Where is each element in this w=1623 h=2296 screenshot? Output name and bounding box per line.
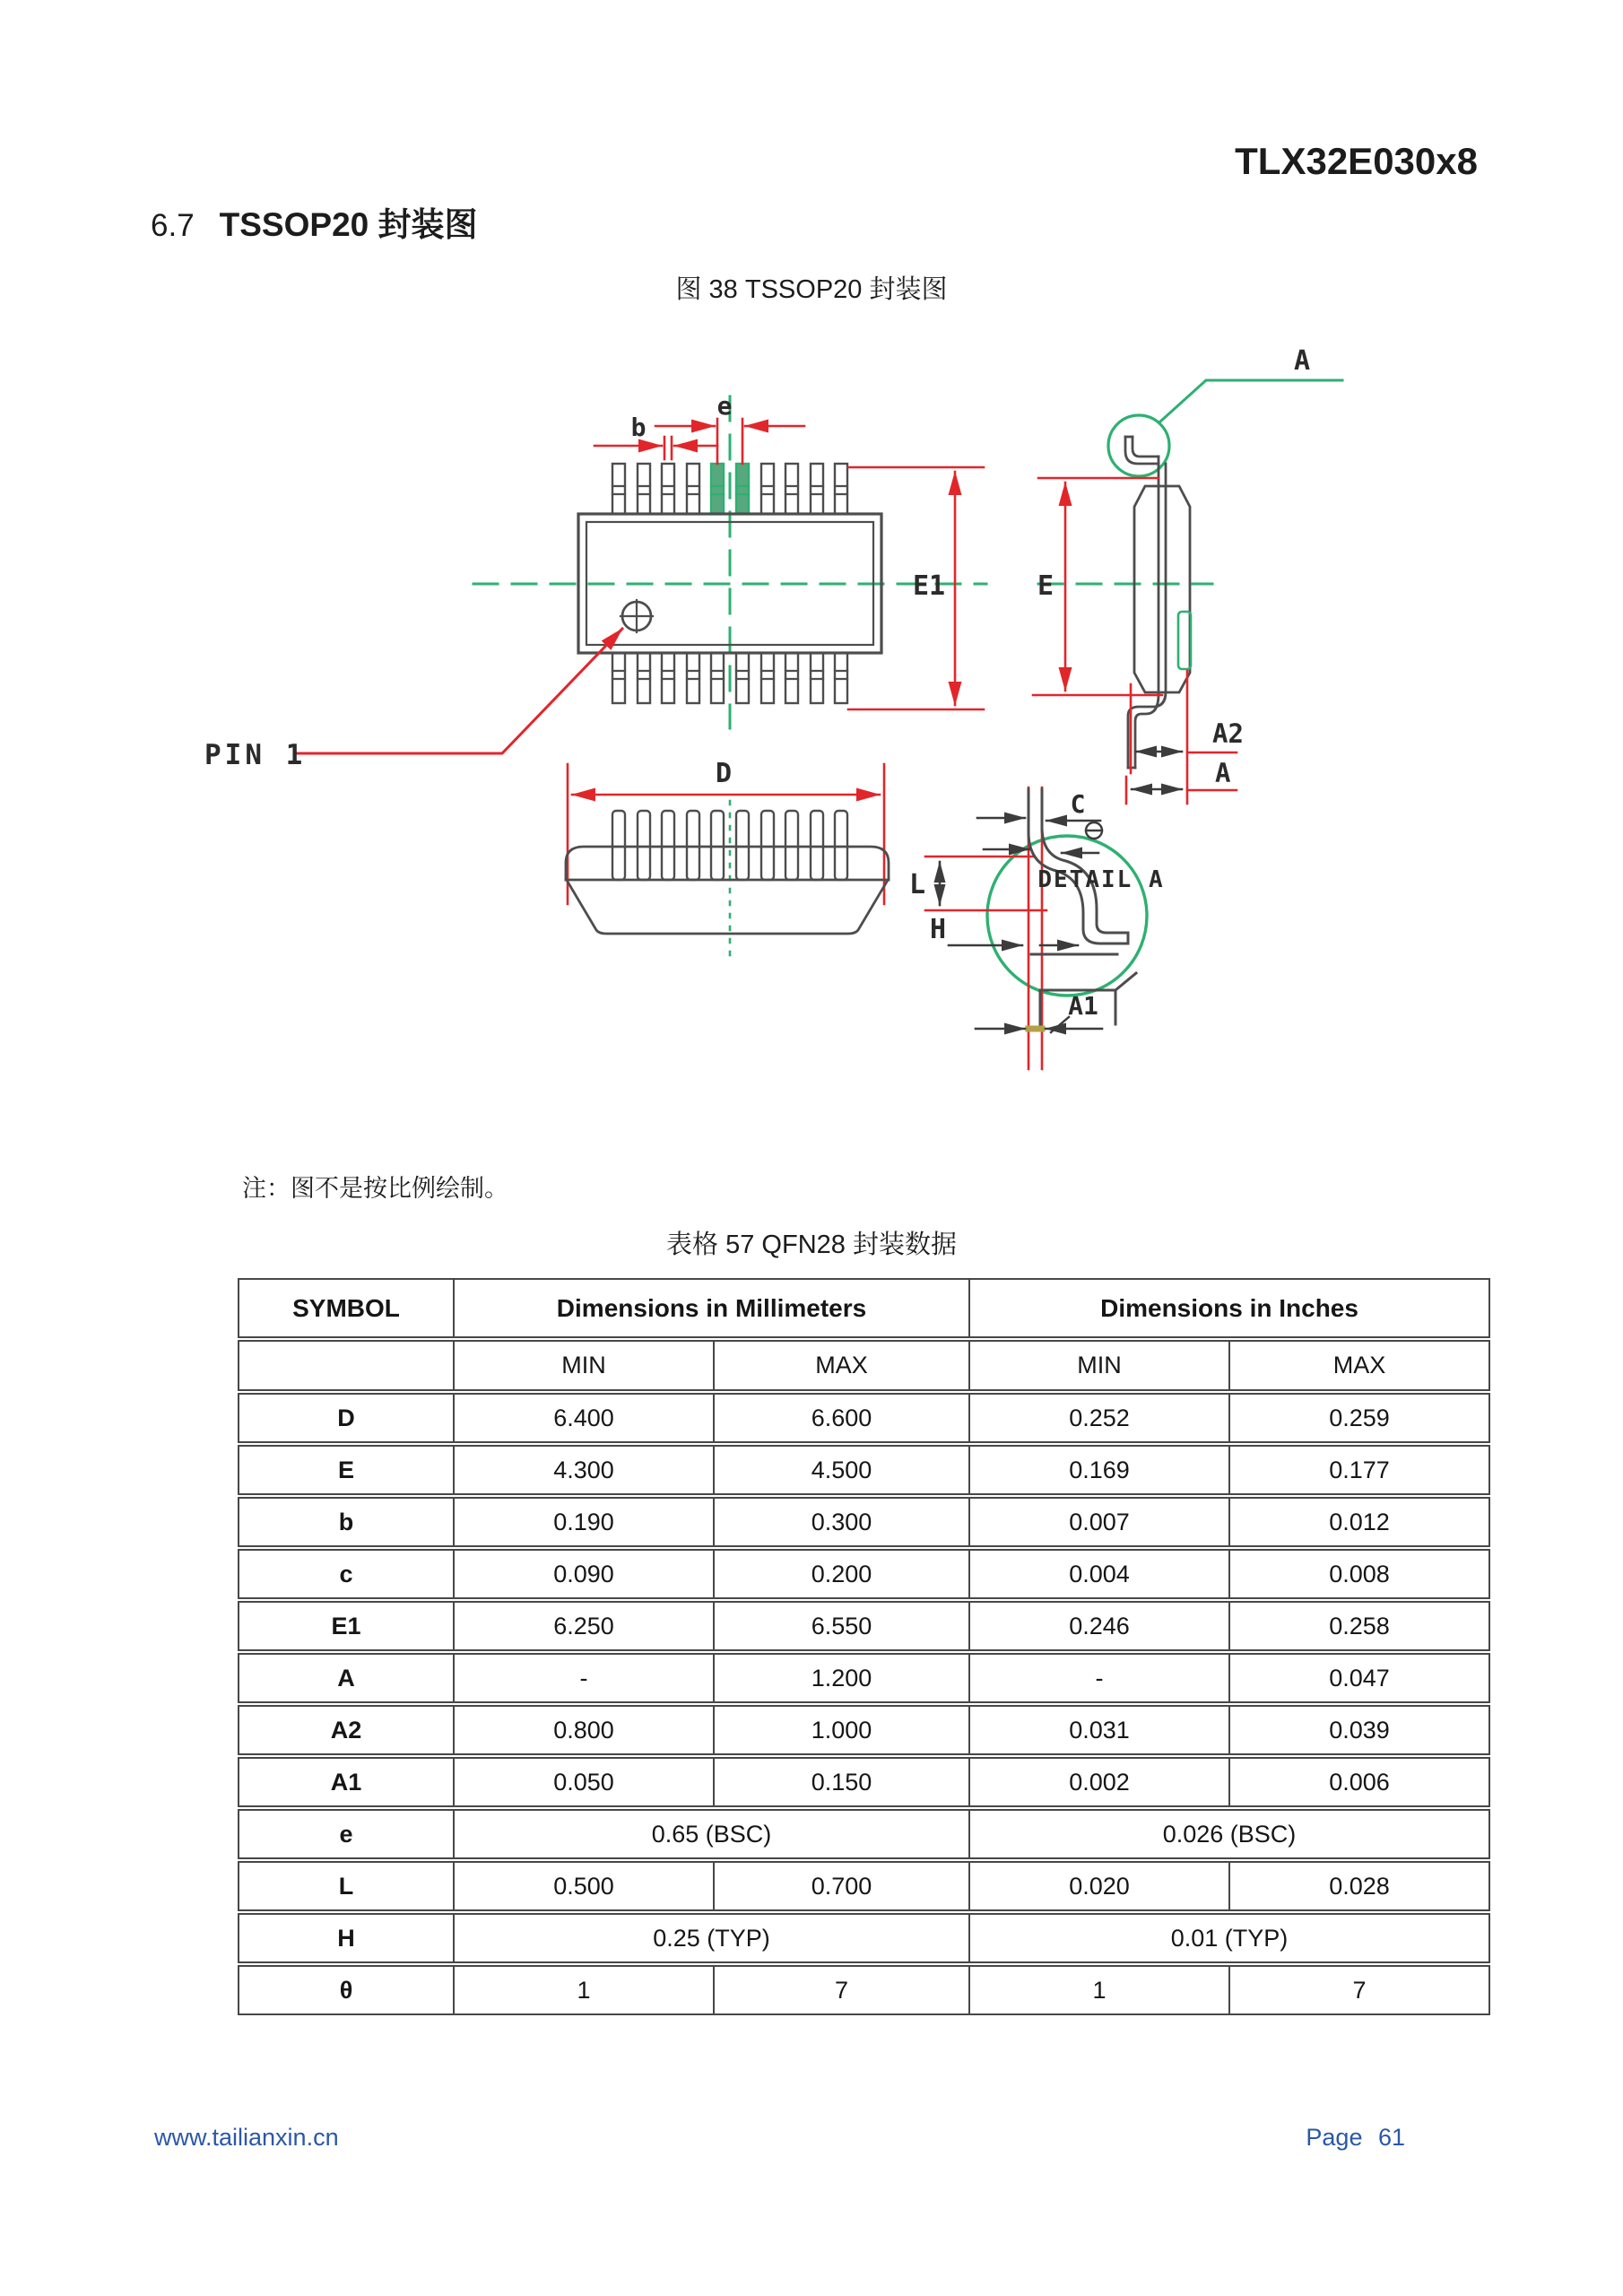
table-cell: e: [239, 1808, 454, 1860]
front-lead-stub: [835, 811, 847, 880]
footer-page-number: Page 61: [1306, 2124, 1405, 2151]
pin-lead: [811, 464, 823, 514]
table-row: [239, 1444, 1489, 1496]
table-cell: 0.150: [714, 1756, 969, 1808]
col-subheader-mm-min: MIN: [454, 1339, 714, 1392]
dim-a: [1126, 758, 1237, 804]
table-cell: -: [454, 1652, 714, 1704]
dim-c: [977, 789, 1102, 839]
table-cell: c: [239, 1548, 454, 1600]
table-row: [239, 1392, 1489, 1444]
table-cell: A: [239, 1652, 454, 1704]
section-title: TSSOP20 封装图: [219, 206, 478, 243]
dimensions-table-wrap: [238, 1278, 1490, 2015]
figure-caption: 图 38 TSSOP20 封装图: [675, 275, 948, 304]
table-cell: A1: [239, 1756, 454, 1808]
pin-lead: [711, 464, 724, 514]
table-cell: 0.500: [454, 1860, 714, 1912]
table-cell: A2: [239, 1704, 454, 1756]
front-lead-stub: [761, 811, 774, 880]
table-cell: E1: [239, 1600, 454, 1652]
table-cell: 0.008: [1229, 1548, 1489, 1600]
dim-E-label: E: [1037, 570, 1055, 602]
detail-callout-label: A: [1293, 345, 1311, 377]
front-lead-stub: [811, 811, 823, 880]
table-cell: 0.050: [454, 1756, 714, 1808]
pin-lead: [835, 464, 847, 514]
table-row: [239, 1496, 1489, 1548]
pin-lead: [761, 464, 774, 514]
table-cell: H: [239, 1912, 454, 1964]
front-lead-stub: [687, 811, 699, 880]
package-drawing: [0, 0, 1623, 1130]
pin1-label: PIN 1: [204, 739, 307, 771]
table-cell: 0.700: [714, 1860, 969, 1912]
col-header-mm: Dimensions in Millimeters: [454, 1279, 969, 1339]
doc-title: TLX32E030x8: [1235, 140, 1478, 182]
front-lead-stub: [711, 811, 724, 880]
footer-website: www.tailianxin.cn: [154, 2124, 339, 2151]
table-row: [239, 1652, 1489, 1704]
table-cell: 4.500: [714, 1444, 969, 1496]
dim-d-label: D: [715, 758, 733, 789]
top-view: [204, 391, 986, 771]
front-lead-stub: [785, 811, 798, 880]
table-row: [239, 1912, 1489, 1964]
table-cell: 0.026 (BSC): [969, 1808, 1489, 1860]
table-cell: 0.200: [714, 1548, 969, 1600]
table-row: [239, 1704, 1489, 1756]
table-cell: 0.012: [1229, 1496, 1489, 1548]
table-cell: 0.252: [969, 1392, 1229, 1444]
dimensions-table: [238, 1278, 1490, 2015]
front-lead-stub: [662, 811, 674, 880]
table-cell: 1.000: [714, 1704, 969, 1756]
table-cell: 7: [714, 1964, 969, 2014]
table-row: [239, 1600, 1489, 1652]
table-cell: 6.550: [714, 1600, 969, 1652]
theta-datum-symbol: [1086, 822, 1102, 839]
table-cell: 0.300: [714, 1496, 969, 1548]
table-cell: 0.039: [1229, 1704, 1489, 1756]
table-cell: 0.007: [969, 1496, 1229, 1548]
dim-e1-label: E1: [912, 570, 946, 602]
detail-callout-circle: [1108, 415, 1169, 476]
table-cell: 0.177: [1229, 1444, 1489, 1496]
lead-vertical: [1159, 457, 1166, 695]
table-cell: L: [239, 1860, 454, 1912]
table-cell: 7: [1229, 1964, 1489, 2014]
section-number: 6.7: [151, 208, 195, 243]
dim-b: [595, 437, 717, 459]
detail-a-circle: [987, 836, 1147, 996]
table-cell: 0.01 (TYP): [969, 1912, 1489, 1964]
dim-h-label: H: [929, 914, 947, 945]
table-subheader-row: [239, 1339, 1489, 1392]
table-row: [239, 1808, 1489, 1860]
table-cell: 0.004: [969, 1548, 1229, 1600]
table-row: [239, 1756, 1489, 1808]
front-lead-stub: [612, 811, 625, 880]
table-cell: 1: [454, 1964, 714, 2014]
table-cell: 6.600: [714, 1392, 969, 1444]
dim-l: [909, 862, 940, 905]
detail-lead-curve: [1028, 789, 1136, 1024]
table-cell: 0.246: [969, 1600, 1229, 1652]
table-cell: 0.020: [969, 1860, 1229, 1912]
table-header-row: [239, 1279, 1489, 1339]
table-cell: θ: [239, 1964, 454, 2014]
table-cell: 4.300: [454, 1444, 714, 1496]
dim-h: [930, 914, 1078, 945]
table-cell: 0.190: [454, 1496, 714, 1548]
table-cell: 1.200: [714, 1652, 969, 1704]
table-caption: 表格 57 QFN28 封装数据: [666, 1231, 957, 1259]
dim-a1-label: A1: [1068, 991, 1098, 1021]
pin-lead: [687, 464, 699, 514]
table-cell: 0.800: [454, 1704, 714, 1756]
table-cell: 0.006: [1229, 1756, 1489, 1808]
table-cell: 6.400: [454, 1392, 714, 1444]
table-cell: E: [239, 1444, 454, 1496]
dim-a2-label: A2: [1212, 718, 1244, 749]
dim-l-label: L: [908, 869, 926, 900]
col-subheader-blank: [239, 1339, 454, 1392]
table-cell: 0.65 (BSC): [454, 1808, 969, 1860]
detail-a-view: [909, 787, 1165, 1069]
pin-lead: [638, 464, 650, 514]
side-view: [1033, 345, 1342, 804]
table-cell: 0.047: [1229, 1652, 1489, 1704]
lead-hook-top: [1125, 437, 1159, 464]
dim-b-label: b: [630, 413, 647, 442]
front-view: [566, 758, 889, 964]
front-hull: [566, 847, 889, 934]
table-cell: 6.250: [454, 1600, 714, 1652]
pin-lead: [736, 464, 749, 514]
pin-lead: [612, 464, 625, 514]
table-cell: 0.169: [969, 1444, 1229, 1496]
pin1-leader: [298, 629, 622, 753]
scale-note: 注：图不是按比例绘制。: [242, 1175, 508, 1202]
lead-foot-bottom: [1128, 692, 1166, 768]
table-row: [239, 1860, 1489, 1912]
dim-e-label: e: [716, 391, 733, 421]
dim-c-label: C: [1070, 789, 1086, 819]
front-lead-stubs: [612, 811, 847, 880]
front-lead-stub: [638, 811, 650, 880]
table-cell: 0.258: [1229, 1600, 1489, 1652]
pin-lead: [785, 464, 798, 514]
table-cell: b: [239, 1496, 454, 1548]
table-cell: 0.028: [1229, 1860, 1489, 1912]
table-cell: 0.090: [454, 1548, 714, 1600]
table-cell: D: [239, 1392, 454, 1444]
table-cell: 0.25 (TYP): [454, 1912, 969, 1964]
table-cell: 1: [969, 1964, 1229, 2014]
col-header-symbol: SYMBOL: [292, 1293, 400, 1322]
table-cell: -: [969, 1652, 1229, 1704]
side-body-outline: [1134, 486, 1190, 692]
col-subheader-mm-max: MAX: [714, 1339, 969, 1392]
detail-a-title: DETAIL A: [1037, 866, 1165, 893]
col-subheader-in-min: MIN: [969, 1339, 1229, 1392]
table-cell: 0.259: [1229, 1392, 1489, 1444]
table-row: [239, 1964, 1489, 2014]
col-header-inches: Dimensions in Inches: [969, 1279, 1489, 1339]
col-subheader-in-max: MAX: [1229, 1339, 1489, 1392]
dim-a-label: A: [1215, 758, 1231, 788]
front-lead-stub: [736, 811, 749, 880]
table-cell: 0.002: [969, 1756, 1229, 1808]
table-row: [239, 1548, 1489, 1600]
detail-callout-leader: [1160, 380, 1342, 422]
pin-lead: [662, 464, 674, 514]
table-cell: 0.031: [969, 1704, 1229, 1756]
package-body-outline: [578, 514, 881, 653]
